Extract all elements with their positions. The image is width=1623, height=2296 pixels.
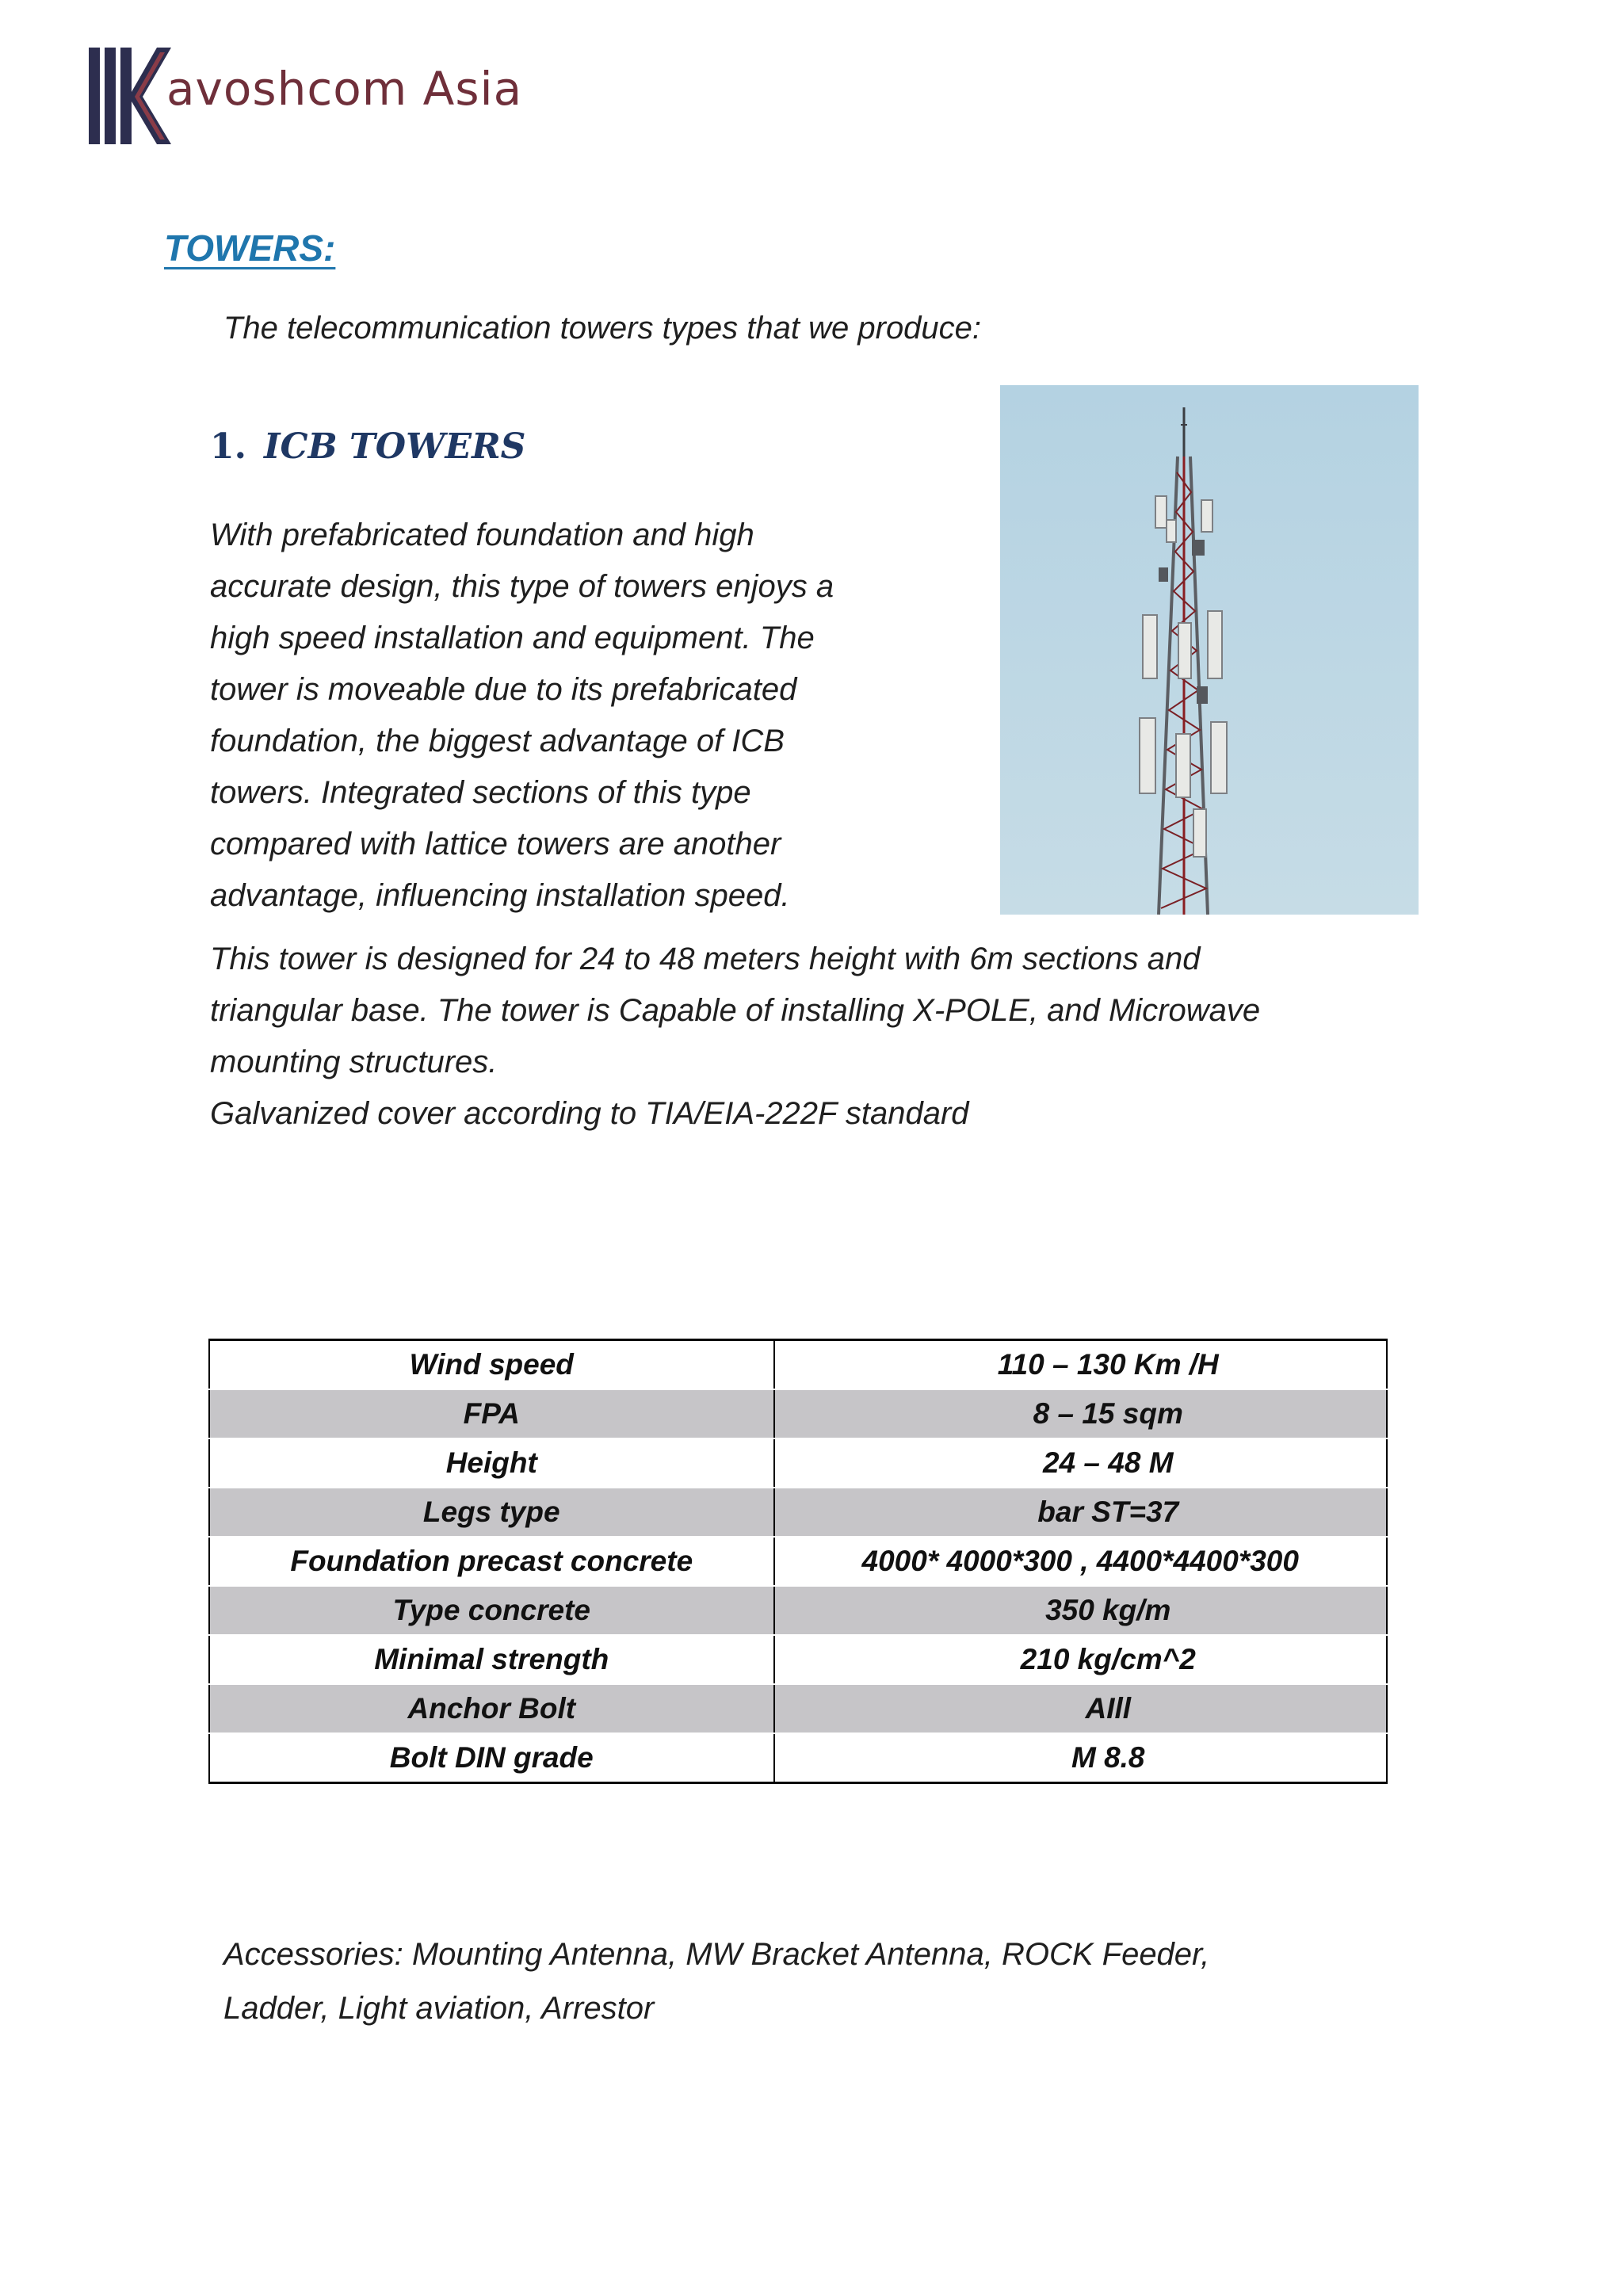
spec-table [208, 1339, 1388, 1784]
table-row [209, 1733, 1387, 1783]
spec-label: Minimal strength [209, 1635, 774, 1684]
tower-specification-text [210, 934, 1478, 1140]
intro-text: The telecommunication towers types that we produce: [223, 311, 982, 346]
spec-value: 350 kg/m [774, 1586, 1388, 1635]
accessories-line: Accessories: Mounting Antenna, MW Bracket Antenna, ROCK Feeder, [223, 1937, 1210, 1972]
spec-value: 24 – 48 M [774, 1438, 1388, 1488]
spec-label: Legs type [209, 1488, 774, 1537]
section-title: TOWERS: [164, 227, 336, 269]
spec-label: Height [209, 1438, 774, 1488]
table-row [209, 1537, 1387, 1586]
spec-label: Anchor Bolt [209, 1684, 774, 1733]
description-line: advantage, influencing installation speed. [210, 878, 790, 913]
description-line: foundation, the biggest advantage of ICB [210, 724, 785, 758]
spec-value: AIll [774, 1684, 1388, 1733]
spec-value: 210 kg/cm^2 [774, 1635, 1388, 1684]
spec-label: Type concrete [209, 1586, 774, 1635]
description-line: With prefabricated foundation and high [210, 518, 754, 552]
tower-heading-label: ICB TOWERS [263, 426, 526, 467]
spec-value: M 8.8 [774, 1733, 1388, 1783]
description-line: compared with lattice towers are another [210, 827, 781, 861]
spec-text-line: mounting structures. [210, 1045, 498, 1079]
spec-label: Bolt DIN grade [209, 1733, 774, 1783]
table-row [209, 1340, 1387, 1390]
tower-heading [210, 426, 525, 467]
company-name: avoshcom Asia [166, 62, 523, 116]
spec-label: Foundation precast concrete [209, 1537, 774, 1586]
spec-value: bar ST=37 [774, 1488, 1388, 1537]
spec-text-line: Galvanized cover according to TIA/EIA-222F standard [210, 1096, 969, 1131]
table-row [209, 1635, 1387, 1684]
table-row [209, 1389, 1387, 1438]
spec-label: Wind speed [209, 1340, 774, 1390]
spec-value: 110 – 130 Km /H [774, 1340, 1388, 1390]
accessories-text [223, 1927, 1491, 2035]
description-line: towers. Integrated sections of this type [210, 775, 751, 810]
description-line: accurate design, this type of towers enjoys a [210, 569, 834, 604]
tower-heading-number: 1. [210, 426, 246, 467]
spec-value: 8 – 15 sqm [774, 1389, 1388, 1438]
description-line: tower is moveable due to its prefabricated [210, 672, 797, 707]
spec-text-line: This tower is designed for 24 to 48 meters height with 6m sections and [210, 942, 1201, 976]
table-row [209, 1488, 1387, 1537]
accessories-line: Ladder, Light aviation, Arrestor [223, 1991, 655, 2026]
table-row [209, 1586, 1387, 1635]
spec-text-line: triangular base. The tower is Capable of installing X-POLE, and Microwave [210, 993, 1261, 1028]
table-row [209, 1684, 1387, 1733]
tower-description [210, 510, 907, 922]
telecom-tower-photo [1000, 385, 1419, 915]
table-row [209, 1438, 1387, 1488]
description-line: high speed installation and equipment. The [210, 621, 815, 655]
spec-label: FPA [209, 1389, 774, 1438]
spec-value: 4000* 4000*300 , 4400*4400*300 [774, 1537, 1388, 1586]
